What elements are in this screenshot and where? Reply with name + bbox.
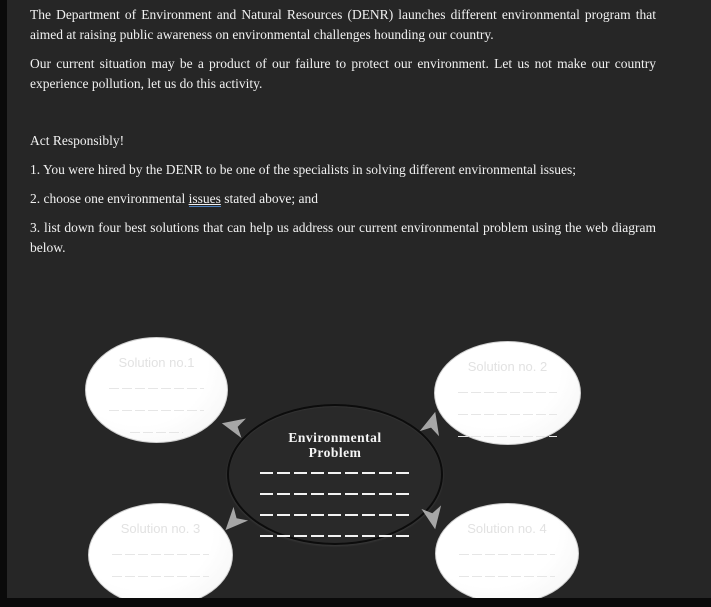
solution-2-ellipse	[434, 341, 581, 445]
paragraph-denr-intro: The Department of Environment and Natural Resources (DENR) launches different environmental program that aimed at raising public awareness on environmental challenges hounding our country.	[30, 7, 656, 42]
center-problem-ellipse	[227, 404, 443, 545]
solution-1-blank-line	[109, 410, 205, 411]
solution-2-label: Solution no. 2	[467, 359, 548, 374]
instruction-2-after: stated above; and	[220, 191, 318, 206]
solution-3-blank-line	[112, 554, 209, 555]
solution-3-ellipse	[88, 503, 233, 607]
solution-1-blank-line	[109, 388, 205, 389]
instruction-2-before: 2. choose one environmental	[30, 191, 189, 206]
center-blank-line	[260, 472, 410, 474]
grammar-underlined-word: issues	[188, 191, 221, 206]
arrow-bottom-right-icon	[416, 500, 451, 535]
solution-2-blank-line	[458, 436, 557, 437]
center-title-line-1: Environmental	[288, 430, 382, 445]
solution-2-blank-line	[458, 392, 557, 393]
solution-4-blank-line	[459, 576, 556, 577]
solution-1-blank-line	[130, 432, 184, 433]
instruction-1: 1. You were hired by the DENR to be one of the specialists in solving different environmental issues;	[30, 162, 577, 177]
solution-1-label: Solution no.1	[118, 355, 195, 370]
center-blank-line	[260, 514, 410, 516]
center-blank-line	[260, 493, 410, 495]
solution-4-label: Solution no. 4	[467, 521, 547, 536]
paragraph-current-situation: Our current situation may be a product of our failure to protect our environment. Let us not make our country experience pollution, let us do this activity.	[30, 56, 656, 91]
solution-4-blank-line	[459, 554, 556, 555]
solution-1-ellipse	[85, 337, 228, 443]
heading-act-responsibly: Act Responsibly!	[30, 133, 125, 148]
solution-3-label: Solution no. 3	[120, 521, 201, 536]
center-blank-line	[260, 535, 410, 537]
center-title-line-2: Problem	[308, 445, 362, 460]
instruction-3: 3. list down four best solutions that can help us address our current environmental problem using the web diagram below.	[30, 220, 656, 255]
page-bottom-edge	[0, 598, 711, 607]
solution-2-blank-line	[458, 414, 557, 415]
solution-3-blank-line	[112, 576, 209, 577]
center-problem-title	[229, 430, 441, 460]
solution-4-ellipse	[435, 503, 579, 604]
